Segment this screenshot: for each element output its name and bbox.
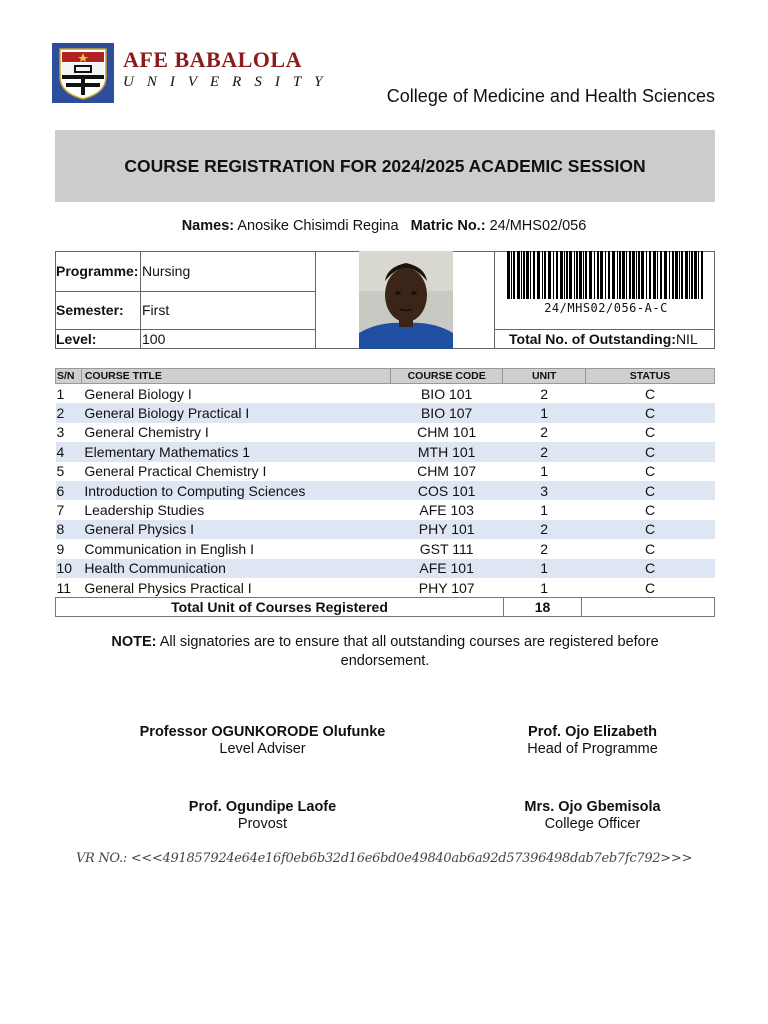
course-title: General Biology Practical I bbox=[81, 403, 390, 422]
course-row bbox=[56, 578, 715, 597]
course-code: BIO 101 bbox=[420, 385, 473, 402]
signatory-name: Prof. Ogundipe Laofe bbox=[188, 799, 337, 815]
header-status: STATUS bbox=[586, 369, 715, 384]
course-unit: 2 bbox=[503, 520, 586, 539]
course-sn: 5 bbox=[56, 463, 65, 480]
signatory-role: Level Adviser bbox=[219, 741, 306, 757]
names-label: Names: bbox=[181, 218, 235, 234]
student-identity-line bbox=[0, 218, 768, 234]
page-title: COURSE REGISTRATION FOR 2024/2025 ACADEMIC SESSION bbox=[124, 155, 646, 176]
note-label: NOTE: bbox=[111, 634, 157, 650]
course-sn: 4 bbox=[56, 442, 82, 461]
course-unit: 1 bbox=[503, 559, 586, 578]
course-row bbox=[56, 539, 715, 558]
level-label: Level: bbox=[56, 331, 97, 347]
course-status: C bbox=[586, 442, 715, 461]
course-status: C bbox=[586, 520, 715, 539]
signatory-provost bbox=[160, 799, 365, 832]
semester-value: First bbox=[142, 302, 170, 318]
courses-table bbox=[55, 368, 715, 597]
course-code: CHM 107 bbox=[417, 463, 477, 480]
course-sn: 10 bbox=[56, 559, 82, 578]
total-units-value: 18 bbox=[504, 598, 582, 616]
course-row bbox=[56, 403, 715, 422]
course-status: C bbox=[644, 385, 656, 402]
course-title: General Chemistry I bbox=[84, 424, 209, 441]
signatory-role: Head of Programme bbox=[527, 741, 658, 757]
total-units-label: Total Unit of Courses Registered bbox=[56, 598, 504, 616]
course-row bbox=[56, 520, 715, 539]
matric-barcode bbox=[505, 251, 707, 301]
course-unit: 3 bbox=[503, 481, 586, 500]
outstanding-row bbox=[509, 331, 698, 347]
note-body: All signatories are to ensure that all outstanding courses are registered before endorsement. bbox=[159, 634, 659, 669]
title-band bbox=[55, 130, 715, 202]
course-code: PHY 107 bbox=[418, 579, 475, 596]
course-code: MTH 101 bbox=[390, 442, 502, 461]
signatory-name: Mrs. Ojo Gbemisola bbox=[524, 799, 661, 815]
course-status: C bbox=[644, 502, 656, 519]
course-unit: 2 bbox=[540, 385, 549, 402]
course-unit: 1 bbox=[540, 502, 549, 519]
course-unit: 2 bbox=[503, 442, 586, 461]
signatory-name: Professor OGUNKORODE Olufunke bbox=[139, 724, 386, 740]
signatory-name: Prof. Ojo Elizabeth bbox=[528, 724, 657, 740]
course-sn: 3 bbox=[56, 424, 65, 441]
barcode-text: 24/MHS02/056-A-C bbox=[544, 301, 668, 315]
total-units-blank bbox=[582, 598, 714, 616]
course-sn: 8 bbox=[56, 520, 82, 539]
college-name: College of Medicine and Health Sciences bbox=[386, 86, 715, 106]
course-code: CHM 101 bbox=[417, 424, 477, 441]
course-status: C bbox=[644, 579, 656, 596]
signatory-head-of-programme bbox=[500, 724, 685, 757]
courses-header-row bbox=[56, 369, 715, 384]
course-code: GST 111 bbox=[419, 540, 474, 557]
course-title: General Practical Chemistry I bbox=[84, 463, 267, 480]
course-row bbox=[56, 481, 715, 500]
course-status: C bbox=[644, 463, 656, 480]
signatory-college-officer bbox=[500, 799, 685, 832]
course-sn: 2 bbox=[56, 403, 82, 422]
course-status: C bbox=[586, 559, 715, 578]
course-unit: 1 bbox=[540, 579, 549, 596]
course-unit: 2 bbox=[540, 540, 549, 557]
university-crest-logo bbox=[52, 43, 114, 103]
course-title: Leadership Studies bbox=[84, 502, 205, 519]
course-sn: 9 bbox=[56, 540, 65, 557]
header-course-title: COURSE TITLE bbox=[81, 369, 390, 384]
course-title: General Physics Practical I bbox=[84, 579, 252, 596]
course-title: Communication in English I bbox=[84, 540, 254, 557]
student-name: Anosike Chisimdi Regina bbox=[237, 218, 399, 234]
programme-value: Nursing bbox=[142, 263, 191, 279]
course-unit: 1 bbox=[503, 403, 586, 422]
university-subtitle: UNIVERSITY bbox=[123, 74, 336, 90]
verification-number: VR NO.: <<<491857924e64e16f0eb6b32d16e6bd0e49840ab6a92d57396498dab7eb7fc792>>> bbox=[75, 851, 693, 866]
course-status: C bbox=[586, 481, 715, 500]
header-unit: UNIT bbox=[503, 369, 586, 384]
signatory-role: College Officer bbox=[544, 816, 641, 832]
course-row bbox=[56, 462, 715, 481]
level-value: 100 bbox=[142, 331, 166, 347]
course-row bbox=[56, 559, 715, 578]
course-code: AFE 103 bbox=[419, 502, 474, 519]
course-sn: 6 bbox=[56, 481, 82, 500]
course-row bbox=[56, 500, 715, 519]
course-sn: 7 bbox=[56, 502, 65, 519]
header-sn: S/N bbox=[56, 369, 82, 384]
course-code: BIO 107 bbox=[390, 403, 502, 422]
semester-label: Semester: bbox=[56, 302, 124, 318]
course-code: PHY 101 bbox=[390, 520, 502, 539]
matric-label: Matric No.: bbox=[410, 218, 486, 234]
course-title: Health Communication bbox=[81, 559, 390, 578]
course-row bbox=[56, 384, 715, 404]
course-title: Elementary Mathematics 1 bbox=[81, 442, 390, 461]
course-sn: 11 bbox=[56, 579, 72, 596]
signatory-level-adviser bbox=[130, 724, 395, 757]
outstanding-label: Total No. of Outstanding: bbox=[509, 331, 676, 347]
course-title: Introduction to Computing Sciences bbox=[81, 481, 390, 500]
outstanding-value: NIL bbox=[675, 331, 698, 347]
course-status: C bbox=[644, 424, 656, 441]
course-code: COS 101 bbox=[390, 481, 502, 500]
university-name: AFE BABALOLA bbox=[123, 47, 302, 72]
header-course-code: COURSE CODE bbox=[390, 369, 502, 384]
course-title: General Physics I bbox=[81, 520, 390, 539]
course-title: General Biology I bbox=[84, 385, 192, 402]
programme-label: Programme: bbox=[56, 263, 139, 279]
course-row bbox=[56, 442, 715, 461]
course-code: AFE 101 bbox=[390, 559, 502, 578]
total-units-row bbox=[55, 597, 715, 617]
student-photo bbox=[359, 251, 453, 349]
course-unit: 2 bbox=[540, 424, 549, 441]
note-text bbox=[95, 633, 675, 671]
course-unit: 1 bbox=[540, 463, 549, 480]
course-status: C bbox=[586, 403, 715, 422]
course-status: C bbox=[644, 540, 656, 557]
course-row bbox=[56, 423, 715, 442]
course-sn: 1 bbox=[56, 385, 65, 402]
signatory-role: Provost bbox=[237, 816, 288, 832]
matric-number: 24/MHS02/056 bbox=[489, 218, 587, 234]
